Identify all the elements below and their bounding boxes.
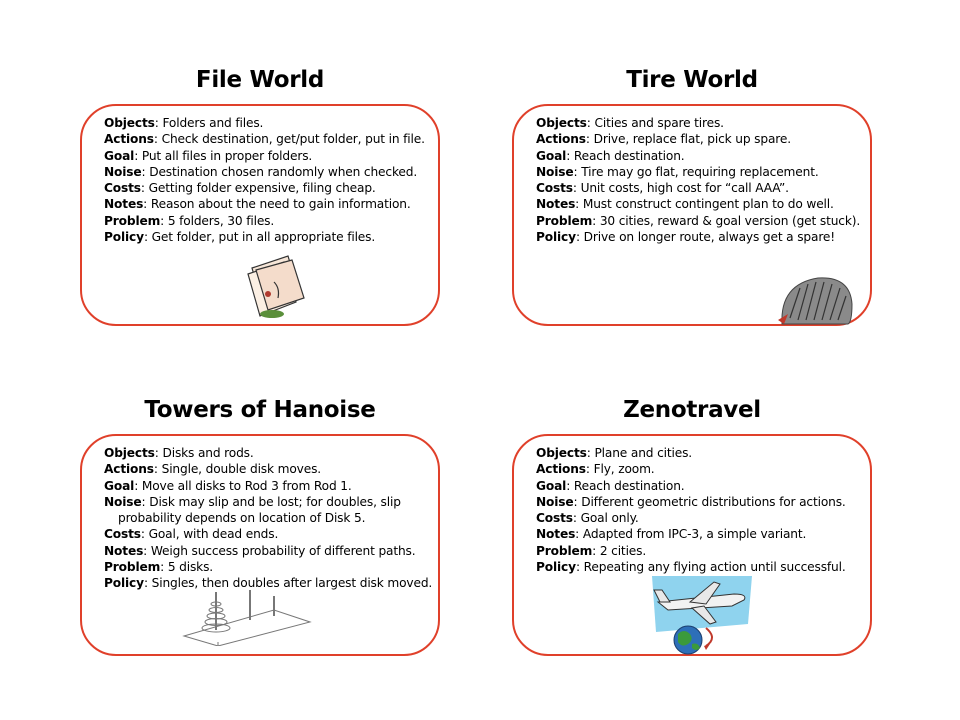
card-line [536,229,860,245]
card-line [104,196,428,212]
card-line [536,445,860,461]
card-line [104,461,428,477]
line-text: : Repeating any flying action until successful. [575,560,846,575]
tower-of-hanoi-icon [182,586,312,646]
card-text [536,445,860,575]
line-text: : Fly, zoom. [585,462,655,477]
card-file-world [80,104,440,326]
line-text: : Reach destination. [566,148,685,163]
card-line [536,461,860,477]
line-label: Problem [104,213,161,228]
card-line [104,213,428,229]
line-label: Actions [104,132,154,147]
line-label: Policy [536,560,576,575]
card-line [104,180,428,196]
line-text: : 5 disks. [160,560,214,575]
line-text: : Drive on longer route, always get a spare! [575,230,836,245]
card-tire-world [512,104,872,326]
line-text: : Move all disks to Rod 3 from Rod 1. [134,478,352,493]
line-text: : Must construct contingent plan to do well. [575,197,834,212]
line-text: : Get folder, put in all appropriate files. [143,230,376,245]
line-text: : Cities and spare tires. [586,116,724,130]
card-line [104,526,428,542]
line-label: Notes [104,197,144,212]
line-text: : Plane and cities. [586,446,693,460]
card-text [104,115,428,245]
line-label: Policy [104,230,144,245]
line-text: : 5 folders, 30 files. [160,213,275,228]
panel-title-towers-of-hanoise: Towers of Hanoise [144,397,376,423]
card-line [536,213,860,229]
line-text: : Disk may slip and be lost; for doubles, slip [141,494,401,509]
line-label: Noise [104,164,142,179]
line-text: : Reason about the need to gain information. [143,197,411,212]
line-text: : Unit costs, high cost for “call AAA”. [572,181,789,196]
card-line [536,180,860,196]
panel-title-file-world: File World [195,67,325,93]
card-line [104,131,428,147]
line-label: Goal [536,478,567,493]
line-label: Goal [104,148,135,163]
card-line [104,559,428,575]
card-line [104,494,428,510]
line-label: Policy [104,576,144,591]
card-line [536,494,860,510]
card-line [536,164,860,180]
line-text: : Single, double disk moves. [153,462,321,477]
line-label: Noise [104,494,142,509]
line-text: : Goal only. [572,511,639,526]
line-label: Costs [104,527,141,542]
line-text: : Reach destination. [566,478,685,493]
card-line [536,148,860,164]
line-text: : 2 cities. [592,543,647,558]
line-label: Goal [536,148,567,163]
line-label: Policy [536,230,576,245]
card-line [104,115,428,131]
line-text: : Weigh success probability of different paths. [143,543,416,558]
line-label: Objects [104,116,155,130]
line-label: Noise [536,164,574,179]
line-text: : Put all files in proper folders. [134,148,313,163]
card-line [104,164,428,180]
card-line [536,526,860,542]
card-towers-of-hanoise [80,434,440,656]
line-label: Actions [536,462,586,477]
line-label: Problem [536,213,593,228]
card-line [104,510,428,526]
line-label: Problem [104,560,161,575]
line-label: Costs [536,181,573,196]
panel-title-zenotravel: Zenotravel [623,397,761,423]
line-label: Notes [536,197,576,212]
card-line [104,543,428,559]
line-text: : Different geometric distributions for actions. [573,494,846,509]
line-text: probability depends on location of Disk 5. [118,511,366,526]
card-text [536,115,860,245]
card-line [536,131,860,147]
line-label: Notes [536,527,576,542]
card-line [536,196,860,212]
line-text: : 30 cities, reward & goal version (get stuck). [592,213,861,228]
line-text: : Goal, with dead ends. [140,527,279,542]
card-zenotravel [512,434,872,656]
line-text: : Disks and rods. [154,446,254,460]
airplane-globe-icon [648,572,758,656]
line-label: Problem [536,543,593,558]
card-line [104,229,428,245]
card-line [536,510,860,526]
line-label: Objects [536,446,587,460]
line-label: Noise [536,494,574,509]
card-line [536,543,860,559]
line-label: Actions [536,132,586,147]
line-text: : Singles, then doubles after largest disk moved. [143,576,433,591]
line-label: Costs [104,181,141,196]
line-label: Actions [104,462,154,477]
card-line [104,478,428,494]
panel-title-tire-world: Tire World [626,67,758,93]
line-label: Objects [536,116,587,130]
card-line [536,115,860,131]
card-line [536,478,860,494]
line-text: : Folders and files. [154,116,264,130]
line-text: : Adapted from IPC-3, a simple variant. [575,527,807,542]
card-text [104,445,433,592]
line-label: Objects [104,446,155,460]
line-text: : Getting folder expensive, filing cheap. [140,181,376,196]
line-text: : Drive, replace flat, pick up spare. [585,132,791,147]
folder-icon [242,252,312,322]
line-text: : Destination chosen randomly when checked. [141,164,418,179]
card-line [104,445,428,461]
line-label: Goal [104,478,135,493]
line-text: : Check destination, get/put folder, put in file. [153,132,425,147]
tire-icon [778,274,854,326]
line-text: : Tire may go flat, requiring replacement. [573,164,819,179]
line-label: Notes [104,543,144,558]
card-line [104,148,428,164]
line-label: Costs [536,511,573,526]
